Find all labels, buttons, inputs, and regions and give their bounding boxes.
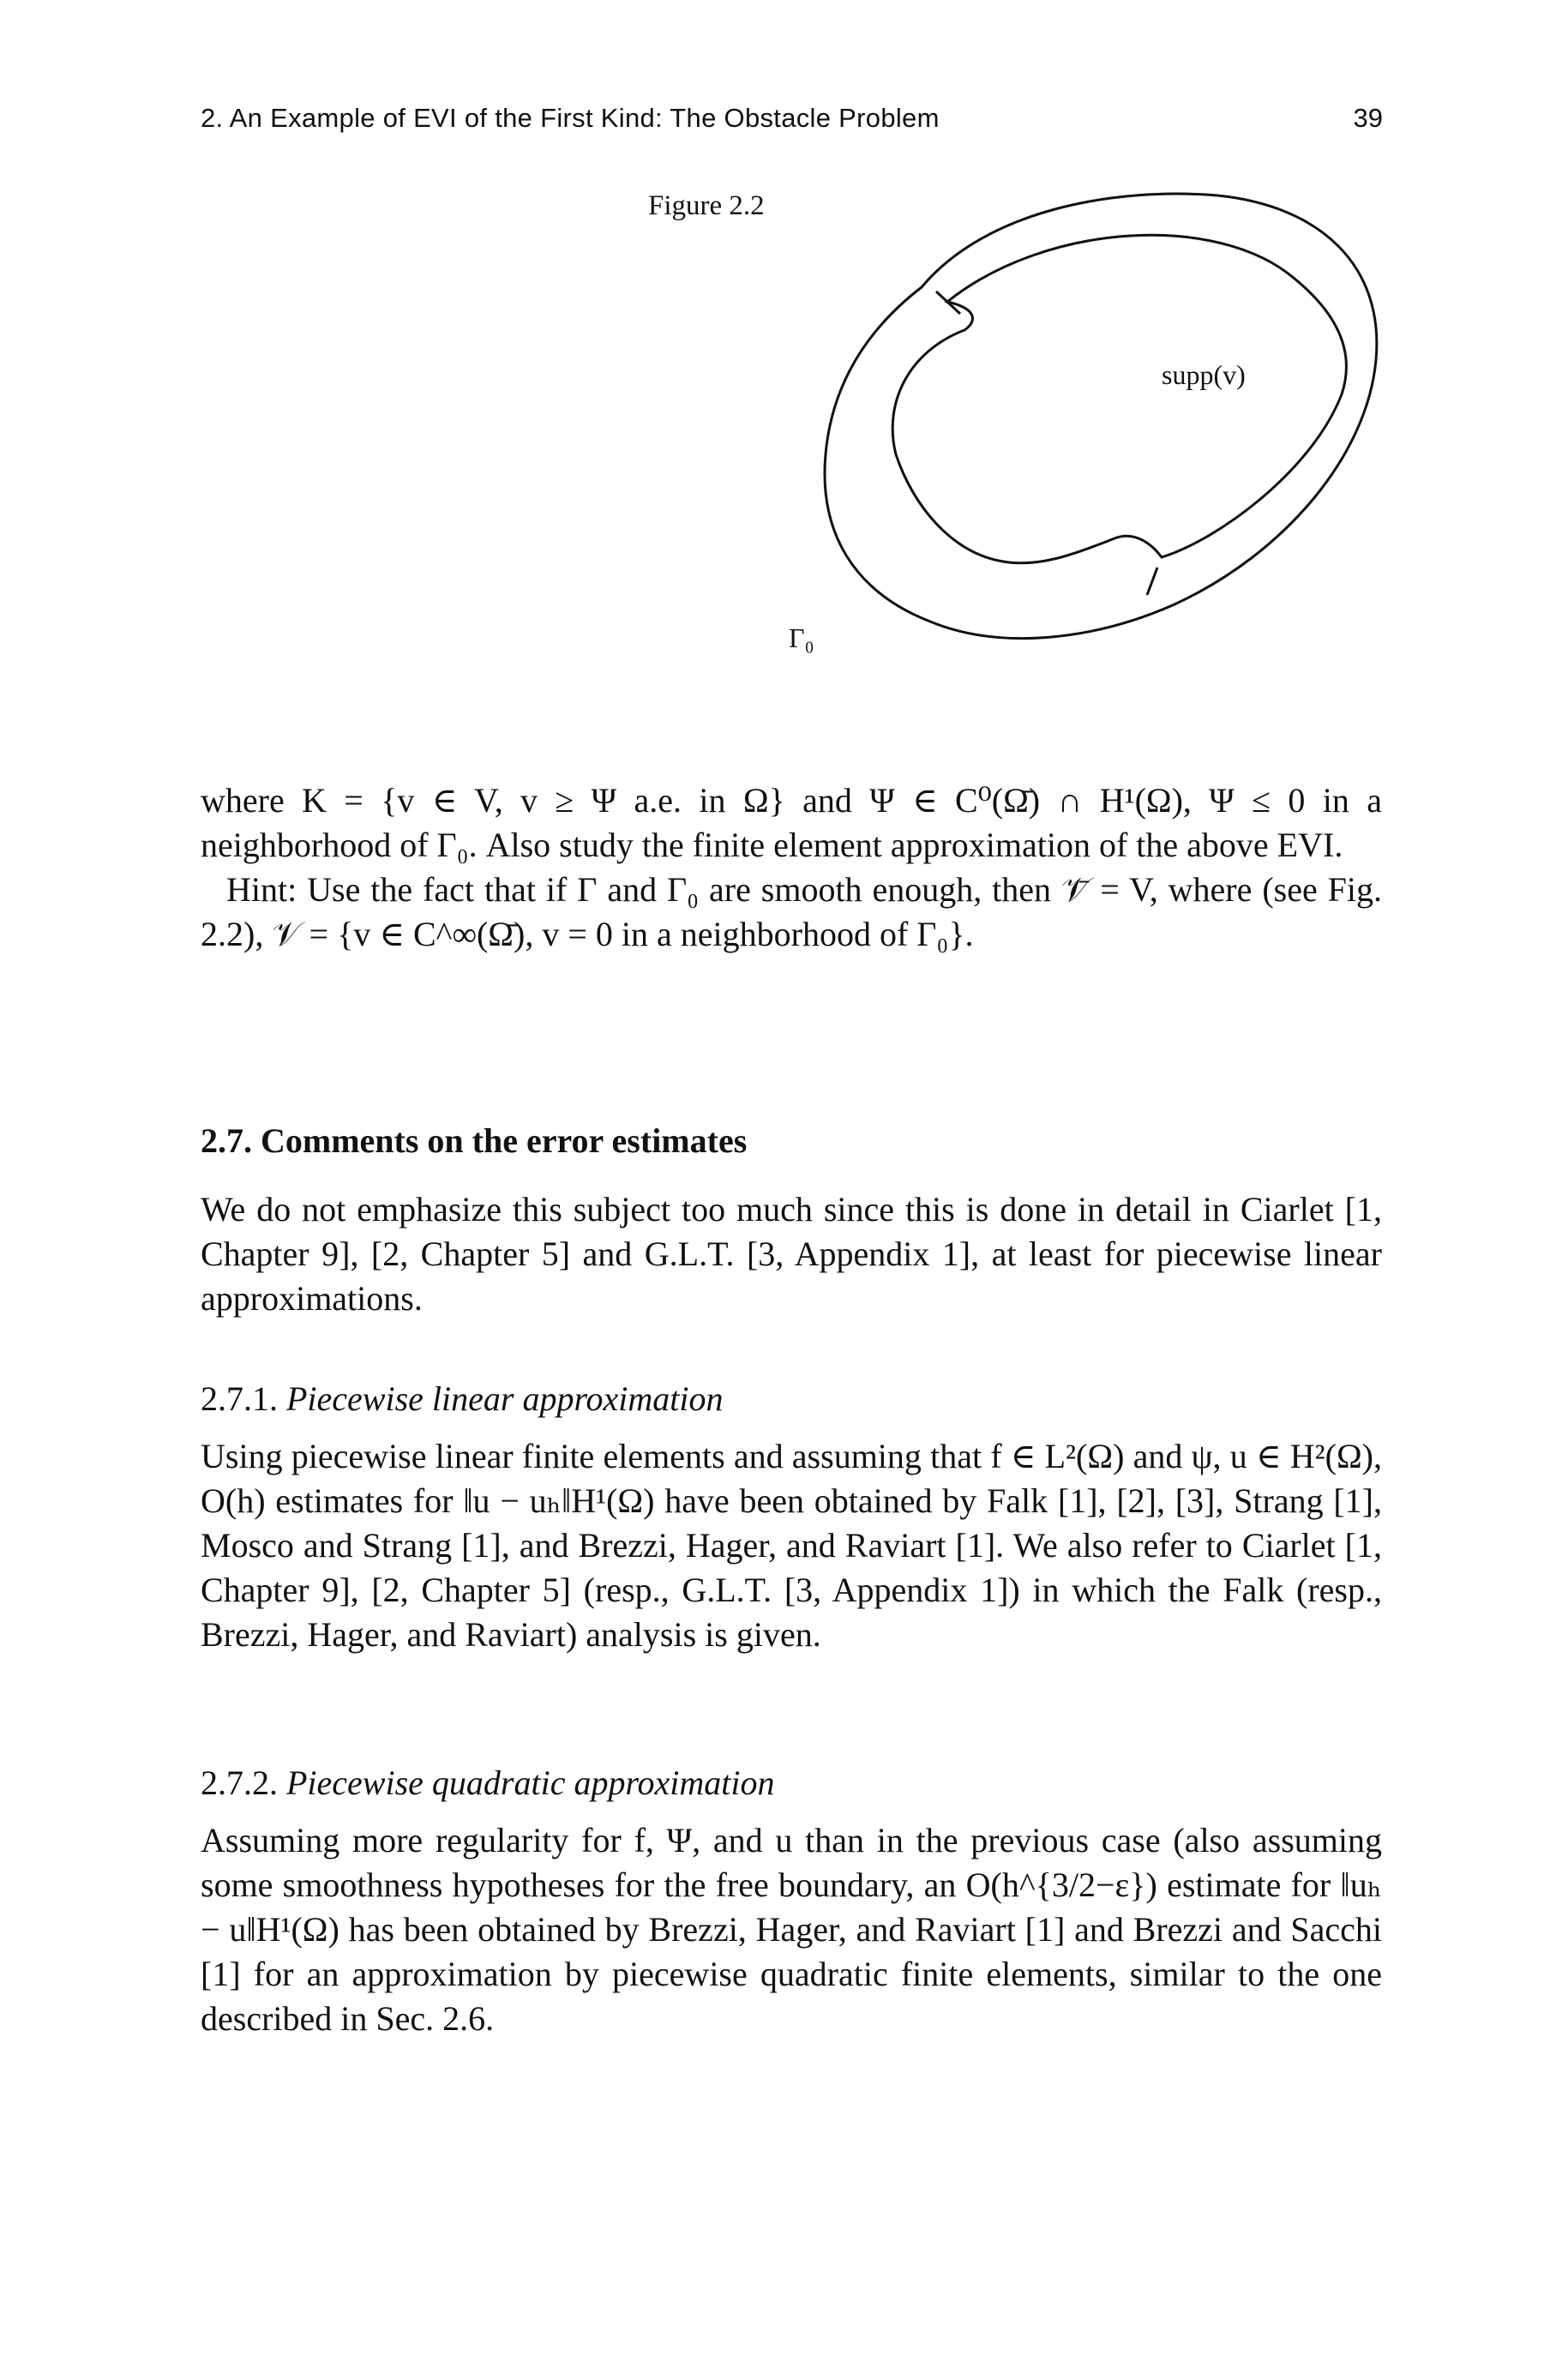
subsection-title: Piecewise quadratic approximation (286, 1763, 775, 1802)
subsection-heading-2-7-1 (201, 1379, 724, 1419)
subsection-body-2-7-1 (201, 1434, 1382, 1657)
exercise-text (201, 778, 1382, 957)
hint-paragraph: Hint: Use the fact that if Γ and Γ₀ are smooth enough, then 𝒱̄ = V, where (see Fig. 2.2), 𝒱 = {v ∈ C^∞(Ω̄), v = 0 in a neighborhood of Γ₀}. (201, 870, 1382, 953)
support-region-boundary (892, 235, 1346, 563)
figure-2-2-diagram (772, 171, 1423, 720)
gamma0-end-tick (1147, 568, 1157, 595)
section-intro (201, 1187, 1382, 1321)
domain-boundary (825, 194, 1377, 639)
exercise-paragraph: where K = {v ∈ V, v ≥ Ψ a.e. in Ω} and Ψ ∈ C⁰(Ω̄) ∩ H¹(Ω), Ψ ≤ 0 in a neighborhood of Γ₀. Also study the finite element approximation of the above EVI. (201, 781, 1382, 864)
subsection-number: 2.7.2. (201, 1763, 278, 1802)
subsection-paragraph: Assuming more regularity for f, Ψ, and u than in the previous case (also assuming some smoothness hypotheses for the free boundary, an O(h^{3/2−ε}) estimate for ‖uₕ − u‖H¹(Ω) has been obtained by Brezzi, Hager, and Raviart [1] and Brezzi and Sacchi [1] for an approximation by piecewise quadratic finite elements, similar to the one described in Sec. 2.6. (201, 1821, 1382, 2038)
gamma0-label: Γ₀ (789, 622, 814, 653)
page-number: 39 (1353, 103, 1383, 133)
subsection-body-2-7-2 (201, 1818, 1382, 2041)
running-header-title: 2. An Example of EVI of the First Kind: The Obstacle Problem (201, 103, 940, 133)
section-heading: 2.7. Comments on the error estimates (201, 1121, 748, 1160)
section-intro-paragraph: We do not emphasize this subject too much since this is done in detail in Ciarlet [1, Chapter 9], [2, Chapter 5] and G.L.T. [3, Appendix 1], at least for piecewise linear approximations. (201, 1190, 1382, 1318)
support-label: supp(v) (1162, 359, 1246, 390)
subsection-number: 2.7.1. (201, 1379, 278, 1418)
subsection-heading-2-7-2 (201, 1763, 775, 1803)
figure-caption: Figure 2.2 (648, 190, 765, 221)
subsection-title: Piecewise linear approximation (286, 1379, 724, 1418)
subsection-paragraph: Using piecewise linear finite elements and assuming that f ∈ L²(Ω) and ψ, u ∈ H²(Ω), O(h) estimates for ‖u − uₕ‖H¹(Ω) have been obtained by Falk [1], [2], [3], Strang [1], Mosco and Strang [1], and Brezzi, Hager, and Raviart [1]. We also refer to Ciarlet [1, Chapter 9], [2, Chapter 5] (resp., G.L.T. [3, Appendix 1]) in which the Falk (resp., Brezzi, Hager, and Raviart) analysis is given. (201, 1437, 1382, 1654)
